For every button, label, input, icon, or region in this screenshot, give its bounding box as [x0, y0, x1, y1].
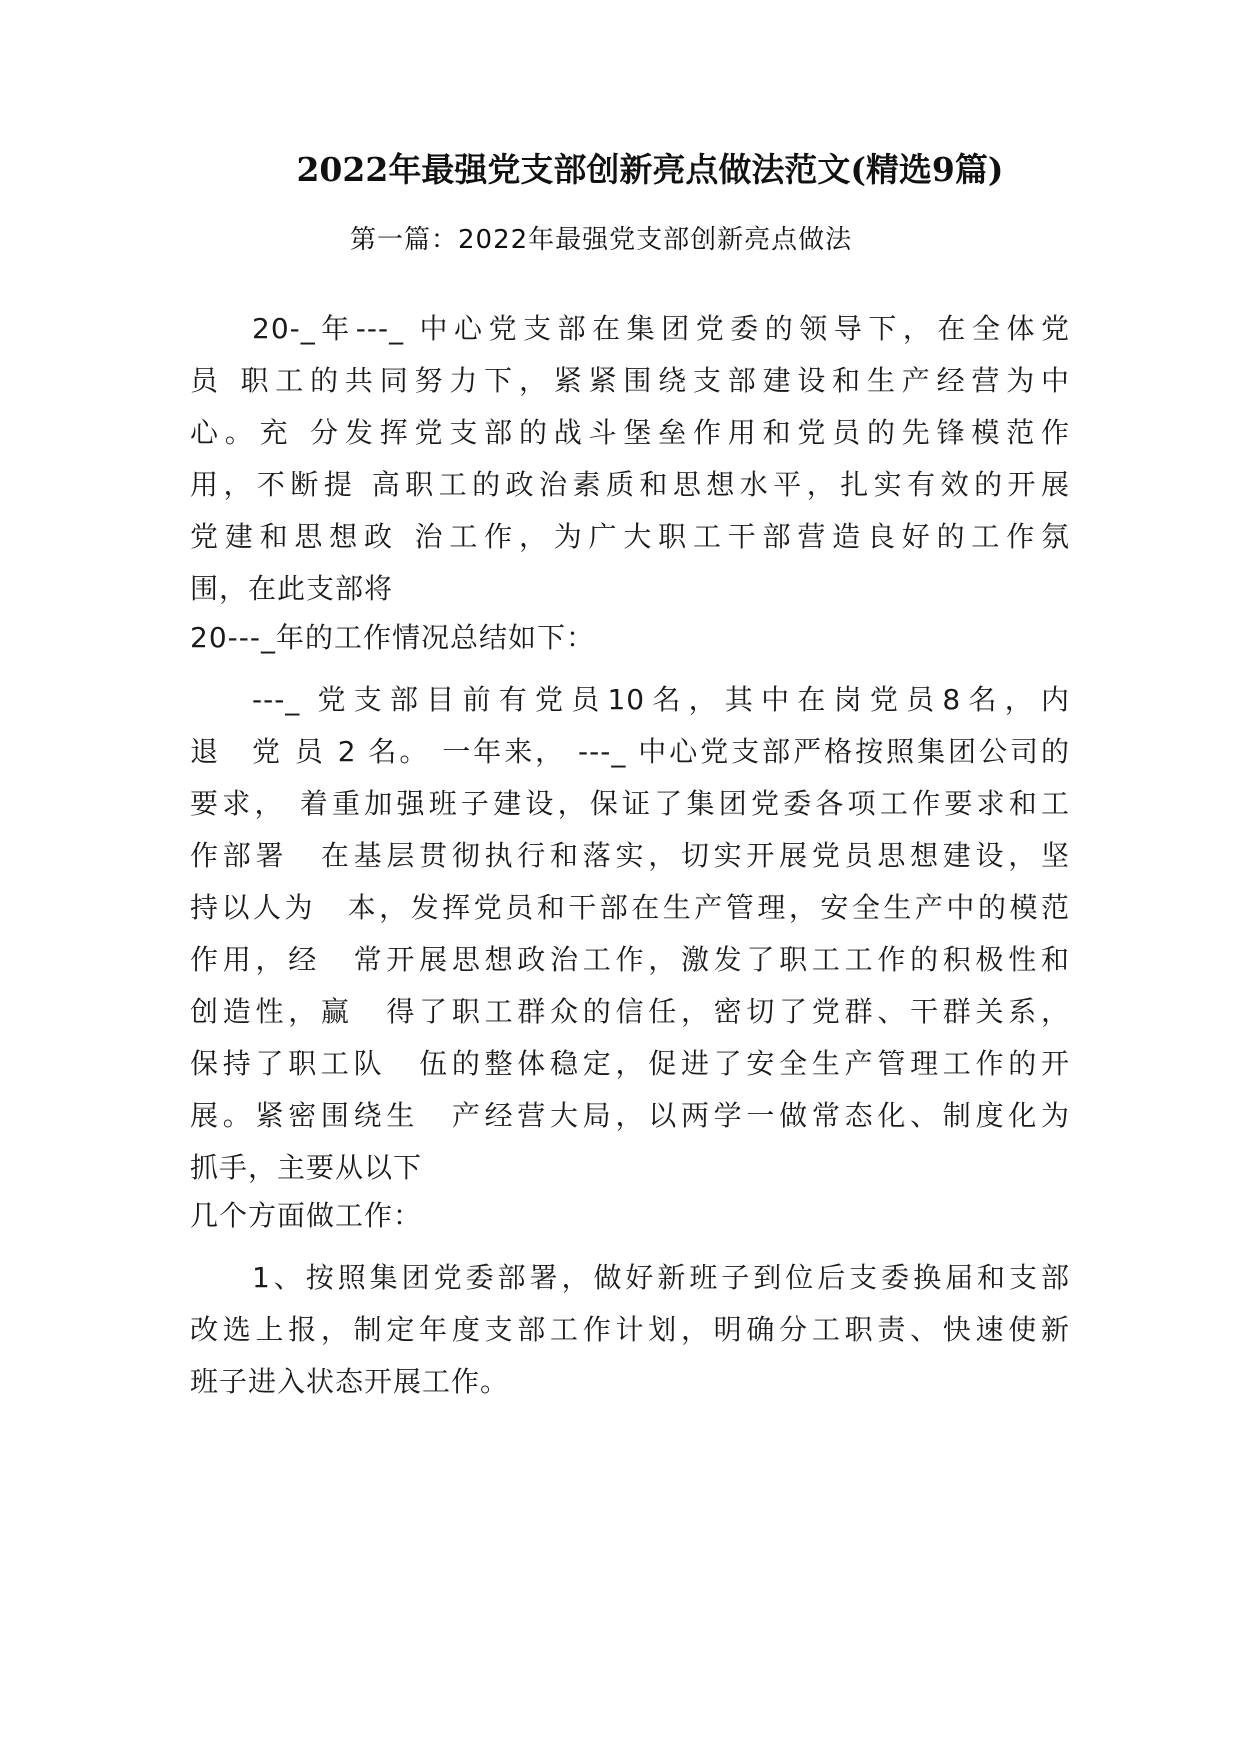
- text-line: 作用，经 常开展思想政治工作，激发了职工工作的积极性和: [190, 943, 1070, 976]
- section-heading: 第一篇：2022年最强党支部创新亮点做法: [350, 225, 853, 255]
- text-line: ---_ 党支部目前有党员10名，其中在岗党员8名，内: [252, 683, 1070, 716]
- text-line: 展。紧密围绕生 产经营大局，以两学一做常态化、制度化为: [190, 1099, 1070, 1132]
- paragraph-1: [190, 303, 1070, 615]
- text-line: 心。充 分发挥党支部的战斗堡垒作用和党员的先锋模范作: [190, 416, 1070, 449]
- text-line: 保持了职工队 伍的整体稳定，促进了安全生产管理工作的开: [190, 1047, 1070, 1080]
- text-line: 创造性，赢 得了职工群众的信任，密切了党群、干群关系，: [190, 995, 1070, 1028]
- text-line: 班子进入状态开展工作。: [190, 1365, 510, 1398]
- text-line: 改选上报，制定年度支部工作计划，明确分工职责、快速使新: [190, 1313, 1070, 1346]
- paragraph-3: [190, 1252, 1070, 1408]
- text-line: 围，在此支部将: [190, 572, 394, 605]
- document-title: 2022年最强党支部创新亮点做法范文(精选9篇): [296, 150, 1004, 189]
- text-line: 20-_年---_ 中心党支部在集团党委的领导下，在全体党: [252, 312, 1070, 345]
- text-line: 持以人为 本，发挥党员和干部在生产管理，安全生产中的模范: [190, 891, 1070, 924]
- text-line: 1、按照集团党委部署，做好新班子到位后支委换届和支部: [252, 1261, 1070, 1294]
- text-line: 几个方面做工作：: [190, 1199, 423, 1232]
- paragraph-1-tail: [190, 612, 1070, 664]
- text-line: 20---_年的工作情况总结如下：: [190, 621, 595, 654]
- text-line: 抓手，主要从以下: [190, 1151, 423, 1184]
- paragraph-2-tail: [190, 1190, 1070, 1242]
- text-line: 作部署 在基层贯彻执行和落实，切实开展党员思想建设，坚: [190, 839, 1070, 872]
- text-line: 用，不断提 高职工的政治素质和思想水平，扎实有效的开展: [190, 468, 1070, 501]
- text-line: 要求， 着重加强班子建设，保证了集团党委各项工作要求和工: [190, 787, 1070, 820]
- text-line: 退 党 员 2 名。 一年来， ---_ 中心党支部严格按照集团公司的: [190, 735, 1070, 768]
- paragraph-2: [190, 674, 1070, 1194]
- text-line: 员 职工的共同努力下，紧紧围绕支部建设和生产经营为中: [190, 364, 1070, 397]
- text-line: 党建和思想政 治工作，为广大职工干部营造良好的工作氛: [190, 520, 1070, 553]
